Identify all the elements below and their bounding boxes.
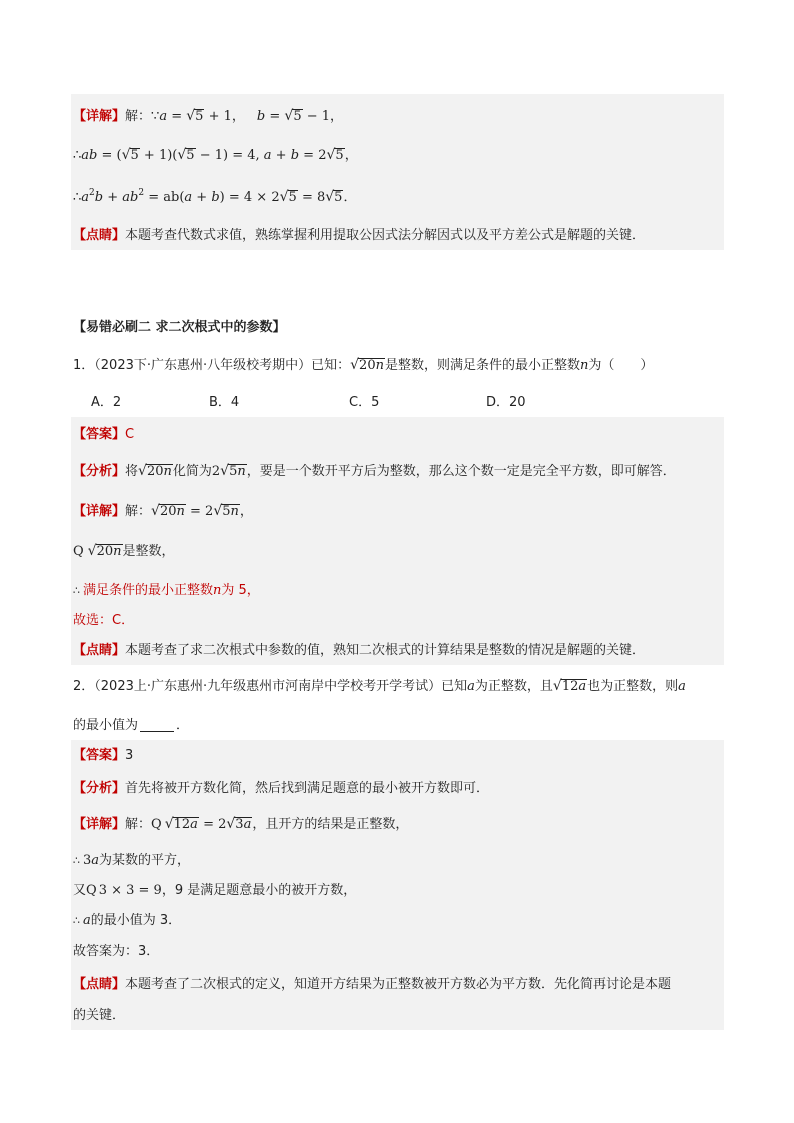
q2-answer-line [73,740,722,770]
q2-min-line [73,905,722,935]
q2-stem-line1 [73,671,722,701]
q1-sqrt-20n-b: √20n [87,542,122,559]
q1-stem-prefix: 1．（2023下·广东惠州·八年级校考期中）已知： [73,357,351,373]
q2-analysis-text: 首先将被开方数化简，然后找到满足题意的最小被开方数即可． [125,780,490,796]
q1-option-c: C．5 [349,394,380,410]
q1-answer: C [125,426,135,442]
q2-final-line: 故答案为：3． [73,943,160,959]
point-text: 本题考查代数式求值，熟练掌握利用提取公因式法分解因式以及平方差公式是解题的关键． [125,227,646,243]
q1-stem [73,350,722,380]
q2-and-prefix: 又 [73,882,87,898]
q1-point-line [73,635,722,665]
q2-stem-line2-suffix: ． [176,717,190,733]
therefore-symbol: ∴ [73,913,80,927]
q2-point-line1 [73,969,722,999]
q2-detail-suffix: ，且开方的结果是正整数， [252,816,409,832]
q2-point-line2: 的关键． [73,1007,126,1023]
q2-answer-blank [140,719,174,732]
q2-product: 3 × 3 = 9 [98,882,162,898]
q1-min-var-n: n [213,582,222,598]
q2-min-var-a: a [83,912,91,928]
q1-point-tag: 【点睛】 [73,642,126,658]
q2-and-q-symbol: Q [86,882,97,898]
q2-q-symbol: Q [151,816,162,832]
detail-tag: 【详解】 [73,108,126,124]
q1-is-integer: 是整数， [122,543,175,559]
q1-answer-line [73,419,722,449]
q1-analysis-line [73,456,722,486]
q2-3a-line [73,845,722,875]
q2-sqrt-12a: √12a [552,677,587,694]
therefore-symbol: ∴ [73,147,82,163]
q2-3a: 3a [83,852,100,868]
q2-stem-line2-prefix: 的最小值为 [73,717,139,733]
q1-options [73,387,722,417]
q1-choose-line: 故选：C． [73,612,135,628]
q2-min-text: 的最小值为 3． [90,912,182,928]
therefore-symbol: ∴ [73,853,80,867]
q2-stem-line2 [73,710,722,740]
q2-answer: 3 [125,747,134,763]
q2-answer-tag: 【答案】 [73,747,126,763]
q1-analysis-sqrt-20n: √20n [138,462,172,479]
q1-min-suffix: 为 5， [221,582,260,598]
q1-detail-tag: 【详解】 [73,503,126,519]
q1-analysis-mid: 化简为 [172,463,212,479]
q2-analysis-line [73,773,722,803]
q1-detail-line [73,496,722,526]
q2-and-line [73,875,722,905]
q1-option-d: D．20 [486,394,526,410]
q2-point-text1: 本题考查了二次根式的定义，知道开方结果为正整数被开方数必为平方数．先化简再讨论是本题 [125,976,672,992]
q1-option-a: A．2 [91,394,122,410]
q2-detail-tag: 【详解】 [73,816,126,832]
q1-stem-mid: 是整数，则满足条件的最小正整数 [384,357,580,373]
q2-3a-text: 为某数的平方， [99,852,191,868]
q1-analysis-2sqrt5n: 2√5n [211,462,246,479]
q1-sqrt-20n: √20n [350,356,384,373]
q2-stem-mid2: 也为正整数，则 [587,678,679,694]
q1-answer-tag: 【答案】 [73,426,126,442]
q2-stem-prefix: 2．（2023上·广东惠州·九年级惠州市河南岸中学校考开学考试）已知 [73,678,468,694]
q1-analysis-tag: 【分析】 [73,463,126,479]
q1-stem-suffix: 为（ ） [588,357,654,373]
result-equation: $a^2b + ab^2 = ab(a + b) = 4 \times 2√5 = 8√5$． [81,188,357,206]
q2-detail-line [73,809,722,839]
q1-var-n: n [579,357,589,373]
section1-result-line [73,182,722,212]
q2-detail-equation: √12a = 2√3a [164,815,252,832]
q1-min-line [73,575,722,605]
section1-point-line [73,220,722,250]
q2-detail-prefix: 解： [125,816,152,832]
detail-label: 解： [125,108,152,124]
q1-analysis-suffix: ，要是一个数开平方后为整数，那么这个数一定是完全平方数，即可解答． [246,463,676,479]
q1-is-integer-line [73,536,722,566]
q1-min-prefix: 满足条件的最小正整数 [83,582,214,598]
q2-point-tag: 【点睛】 [73,976,126,992]
q2-var-a2: a [678,678,686,694]
because-symbol: ∵ [151,108,160,124]
q2-stem-mid1: 为正整数，且 [474,678,553,694]
q2-and-mid: ，9 是满足题意最小的被开方数， [161,882,357,898]
section1-detail-line [73,101,722,131]
q1-q-symbol: Q [73,543,84,559]
q1-analysis-prefix: 将 [125,463,139,479]
q2-analysis-tag: 【分析】 [73,780,126,796]
a-definition: a = √5 + 1， [159,107,245,124]
section-title: 【易错必刷二 求二次根式中的参数】 [73,319,286,335]
ab-equation: ab = (√5 + 1)(√5 − 1) = 4, a + b = 2√5， [81,146,358,163]
point-tag: 【点睛】 [73,227,126,243]
b-definition: b = √5 − 1， [256,107,344,124]
section1-ab-line [73,140,722,170]
therefore-symbol: ∴ [73,583,80,597]
q1-detail-equation: √20n = 2√5n， [151,502,253,519]
q1-detail-prefix: 解： [125,503,152,519]
therefore-symbol: ∴ [73,189,82,205]
q2-var-a: a [467,678,475,694]
q1-option-b: B．4 [209,394,240,410]
q1-point-text: 本题考查了求二次根式中参数的值，熟知二次根式的计算结果是整数的情况是解题的关键． [125,642,646,658]
